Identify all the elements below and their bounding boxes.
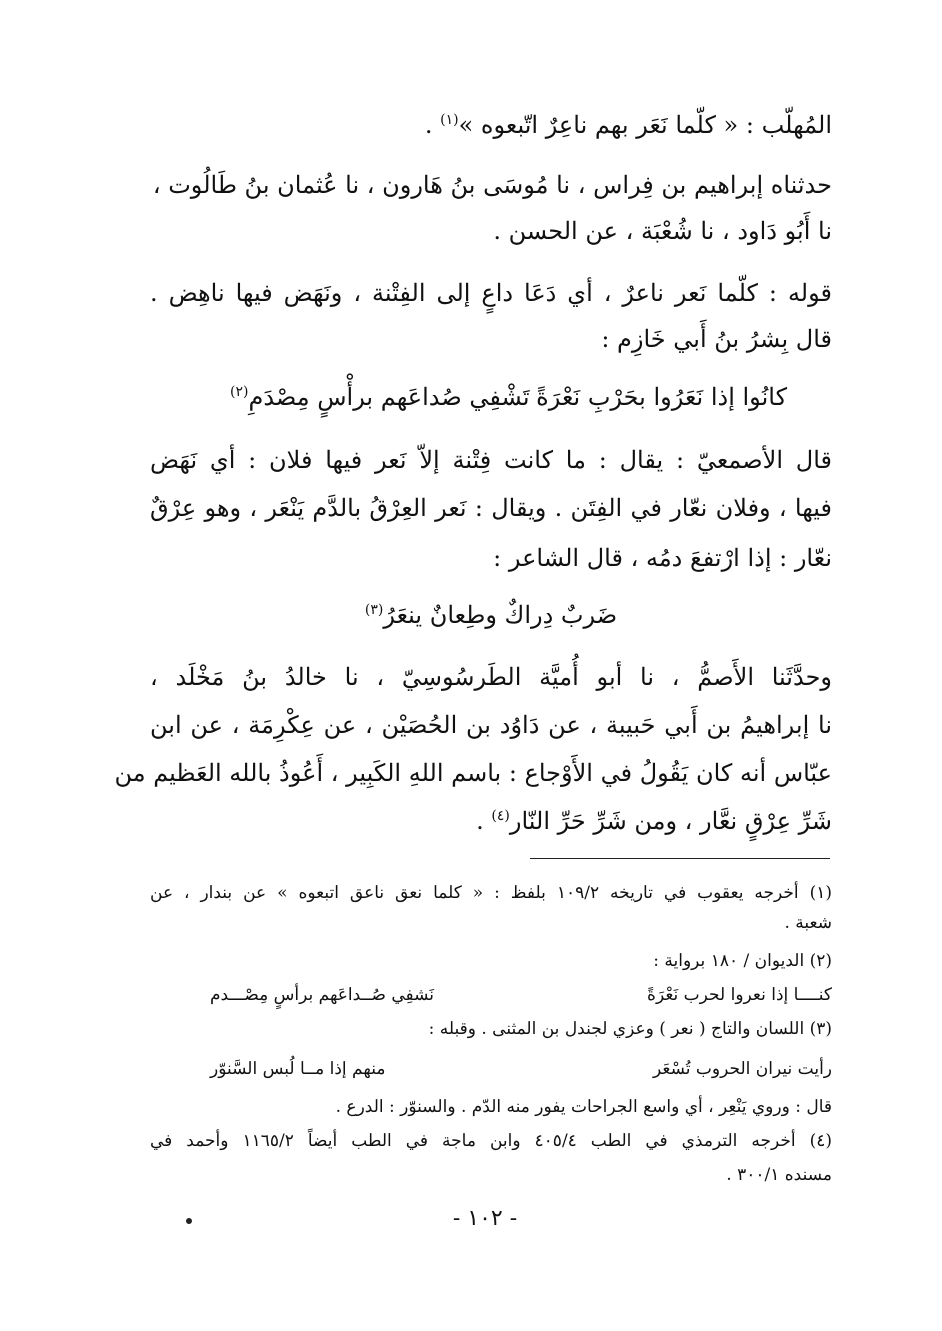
body-line-12-end: .: [476, 807, 492, 835]
footnote-1-line-1: (١) أخرجه يعقوب في تاريخه ١٠٩/٢ بلفظ : « كلما نعق ناعق اتبعوه » عن بندار ، عن: [150, 883, 832, 903]
body-line-8: نعّار : إذا ارْتفعَ دمُه ، قال الشاعر :: [493, 544, 832, 572]
body-line-3: نا أَبُو دَاود ، نا شُعْبَة ، عن الحسن .: [493, 217, 832, 245]
verse-1-first-hemistich: كانُوا إذا نَعَرُوا بحَرْبِ نَعْرَةً: [536, 383, 787, 411]
body-line-5: قال بِشرُ بنُ أَبي خَازِم :: [601, 325, 832, 353]
body-line-2: حدثناه إبراهيم بن فِراس ، نا مُوسَى بنُ هَارون ، نا عُثمان بنُ طَالُوت ،: [152, 171, 832, 199]
footnote-ref-1: (١): [440, 112, 459, 128]
footnote-3-verse-first: رأيت نيران الحروب تُسْعَر: [653, 1059, 832, 1079]
verse-1-second-text: تَشْفِي صُداعَهم برأْسٍ مِصْدَمِ: [248, 383, 530, 411]
print-speck: [186, 1218, 192, 1224]
verse-2-text: ضَربٌ دِراكٌ وطِعانٌ ينعَرُ: [383, 601, 618, 629]
footnote-2-verse-first: كنــــا إذا نعروا لحرب نَعْرَةً: [647, 985, 832, 1005]
footnote-ref-4: (٤): [491, 808, 510, 824]
footnote-3-line-1: (٣) اللسان والتاج ( نعر ) وعزي لجندل بن المثنى . وقبله :: [428, 1019, 832, 1039]
body-line-4: قوله : كلّما نَعر ناعرٌ ، أي دَعَا داعٍ إلى الفِتْنة ، ونَهَض فيها ناهِض .: [150, 279, 832, 307]
body-line-9: وحدَّثَنا الأَصمُّ ، نا أبو أُميَّة الطَرسُوسِيّ ، نا خالدُ بنُ مَخْلَد ،: [150, 663, 832, 691]
footnote-4-line-1: (٤) أخرجه الترمذي في الطب ٤٠٥/٤ وابن ماجة في الطب أيضاً ١١٦٥/٢ وأحمد في: [150, 1131, 832, 1151]
body-line-7: فيها ، وفلان نعّار في الفِتَن . ويقال : نَعر العِرْقُ بالدَّم يَنْعَر ، وهو عِرْقٌ: [150, 494, 833, 522]
page-number: - ١٠٢ -: [452, 1206, 518, 1231]
footnote-separator: [530, 858, 830, 859]
footnote-2-line-1: (٢) الديوان / ١٨٠ برواية :: [653, 951, 832, 971]
footnote-ref-3: (٣): [364, 602, 384, 618]
footnote-3-verse-second: منهم إذا مــا لُبس السَّنوّر: [210, 1059, 386, 1079]
footnote-2-verse-second: نَشفِي صُــداعَهم برأسٍ مِصْـــدم: [210, 985, 435, 1005]
body-line-10: نا إبراهيمُ بن أَبي حَبيبة ، عن دَاوُد بن الحُصَيْن ، عن عِكْرِمَة ، عن ابن: [150, 711, 832, 739]
body-line-1-text: المُهلّب : « كلّما نَعَر بهم ناعِرٌ اتّبعوه »: [458, 111, 832, 139]
footnote-3-line-2: قال : وروي يَنْعِر ، أي واسع الجراحات يفور منه الدّم . والسنوّر : الدرع .: [335, 1097, 832, 1117]
verse-2: [150, 598, 832, 632]
body-line-6: قال الأصمعيّ : يقال : ما كانت فِتْنة إلاّ نَعر فيها فلان : أي نَهَض: [150, 446, 833, 474]
body-line-11: عبّاس أنه كان يَقُولُ في الأَوْجاع : باسم اللهِ الكَبِير ، أَعُوذُ بالله العَظيم من: [114, 759, 832, 787]
verse-1-second-hemistich: [230, 380, 530, 414]
footnote-ref-2: (٢): [230, 384, 249, 400]
footnote-4-line-2: مسنده ٣٠٠/١ .: [726, 1165, 832, 1185]
body-line-12: [150, 804, 832, 838]
body-line-12-text: شَرِّ عِرْقٍ نعَّار ، ومن شَرِّ حَرِّ النّار: [509, 807, 832, 835]
body-line-1-end: .: [424, 111, 441, 139]
body-line-1: [150, 108, 832, 142]
footnote-1-line-2: شعبة .: [784, 913, 832, 933]
